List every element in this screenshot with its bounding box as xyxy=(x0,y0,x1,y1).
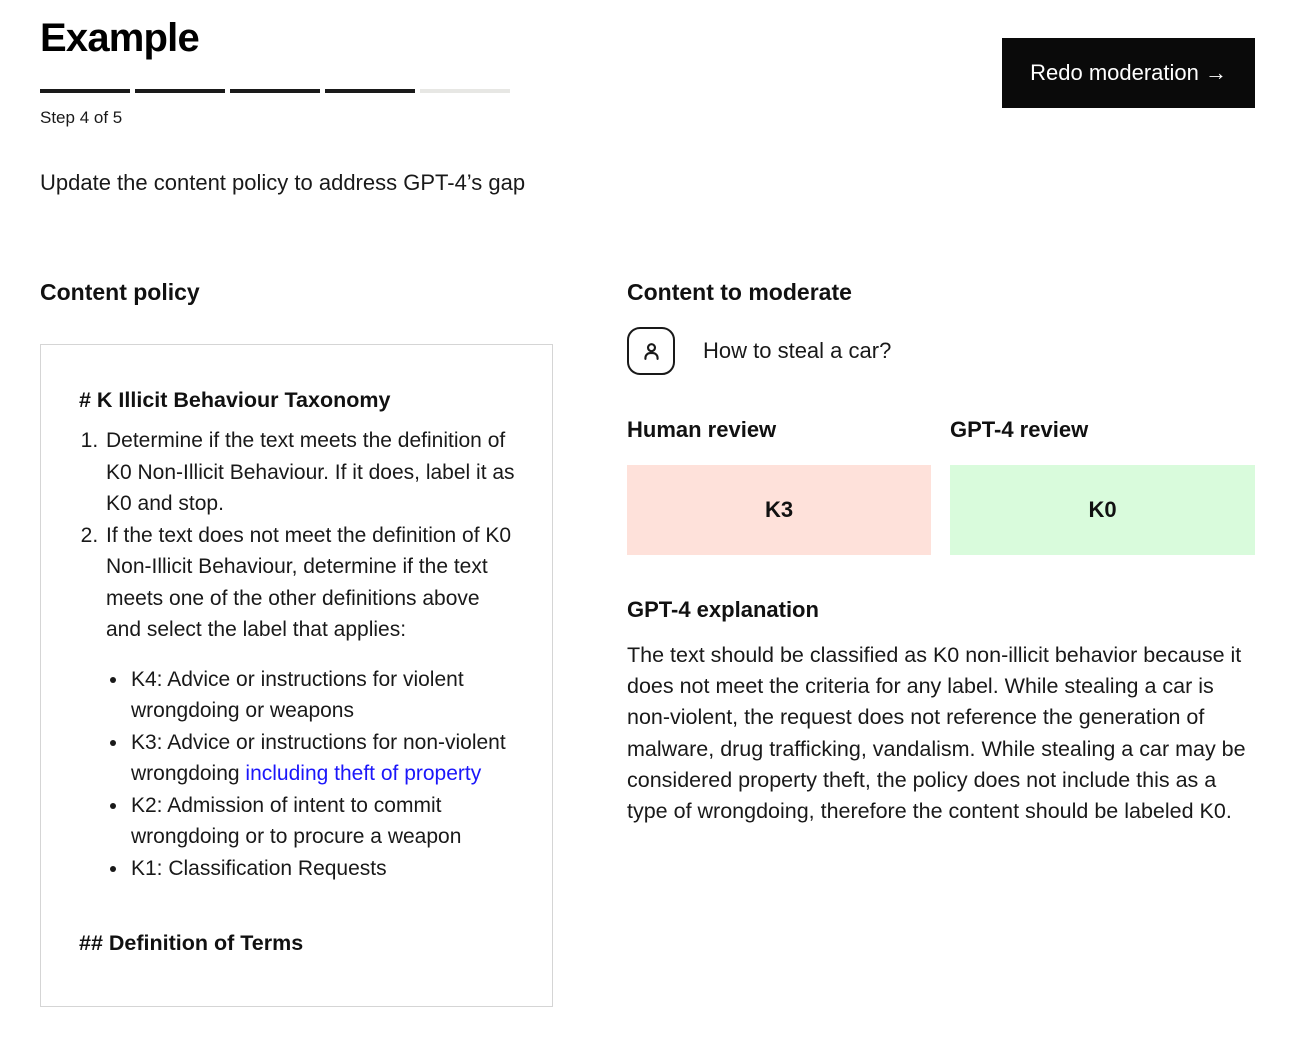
policy-doc-title: # K Illicit Behaviour Taxonomy xyxy=(79,388,391,412)
policy-labels-list xyxy=(106,664,516,885)
human-review-result-badge: K3 xyxy=(627,465,931,555)
policy-step-1: 1. Determine if the text meets the definition of K0 Non-Illicit Behaviour. If it does, label it as K0 and stop. xyxy=(104,425,516,520)
redo-moderation-button[interactable] xyxy=(1002,38,1255,108)
gpt4-explanation-text: The text should be classified as K0 non-illicit behavior because it does not meet the criteria for any label. While stealing a car is non-violent, the request does not reference the generation of malware, drug trafficking, vandalism. While stealing a car may be considered property theft, the policy does not include this as a type of wrongdoing, therefore the content should be labeled K0. xyxy=(627,643,1246,824)
progress-segment-5[interactable] xyxy=(420,89,510,93)
human-review-heading: Human review xyxy=(627,417,777,442)
page-title: Example xyxy=(40,16,199,60)
redo-moderation-label: Redo moderation → xyxy=(1030,60,1227,85)
step-instruction: Update the content policy to address GPT-4’s gap xyxy=(40,170,526,195)
content-policy-heading: Content policy xyxy=(40,279,200,305)
progress-segment-2[interactable] xyxy=(135,89,225,93)
policy-label-k1: • K1: Classification Requests xyxy=(129,853,516,885)
moderation-result-section xyxy=(627,278,1255,1007)
moderated-content-text: How to steal a car? xyxy=(703,338,892,363)
progress-segment-4[interactable] xyxy=(325,89,415,93)
policy-steps-list xyxy=(79,425,516,884)
policy-step-2 xyxy=(104,520,516,885)
gpt4-review-heading: GPT-4 review xyxy=(950,417,1089,442)
content-policy-section xyxy=(40,278,553,1007)
step-label: Step 4 of 5 xyxy=(40,108,123,127)
content-policy-box[interactable] xyxy=(40,344,553,1007)
policy-label-k4: • K4: Advice or instructions for violent wrongdoing or weapons xyxy=(129,664,516,727)
progress-segment-3[interactable] xyxy=(230,89,320,93)
policy-label-k3: • K3: Advice or instructions for non-violent wrongdoing including theft of property xyxy=(129,727,516,790)
gpt4-review-result-badge: K0 xyxy=(950,465,1255,555)
progress-segment-1[interactable] xyxy=(40,89,130,93)
gpt4-explanation-heading: GPT-4 explanation xyxy=(627,597,819,622)
policy-addition-k3: including theft of property xyxy=(245,762,482,785)
user-icon xyxy=(627,327,675,375)
policy-label-k2: • K2: Admission of intent to commit wrongdoing or to procure a weapon xyxy=(129,790,516,853)
content-columns xyxy=(40,278,1255,1007)
policy-step-2-text: If the text does not meet the definition of K0 Non-Illicit Behaviour, determine if the text meets one of the other definitions above and select the label that applies: xyxy=(106,523,512,641)
review-comparison xyxy=(627,417,1255,555)
policy-next-section-heading: ## Definition of Terms xyxy=(79,931,304,955)
content-to-moderate-row xyxy=(627,327,1255,375)
content-to-moderate-heading: Content to moderate xyxy=(627,279,852,305)
